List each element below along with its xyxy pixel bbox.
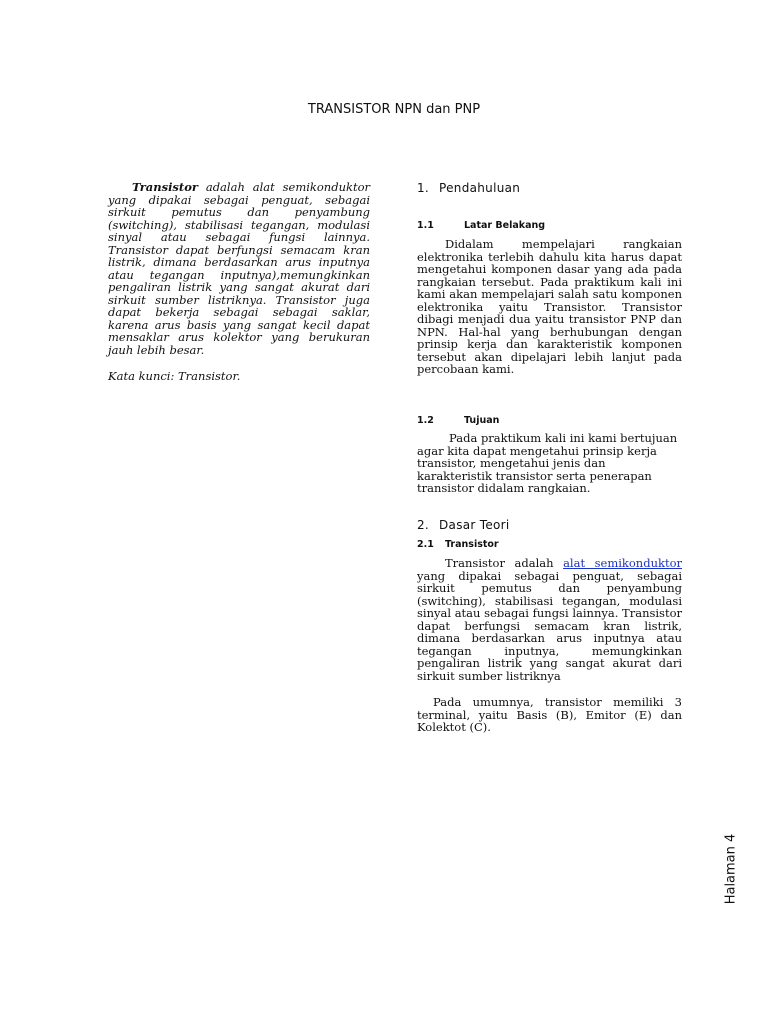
- paragraph-transistor: [417, 557, 682, 682]
- section-heading-dasar-teori: [417, 518, 510, 532]
- section-number: 2.: [417, 518, 430, 532]
- abstract-paragraph: [108, 181, 370, 356]
- paragraph-text: Pada umumnya, transistor memiliki 3 terminal, yaitu Basis (B), Emitor (E) dan Kolektot (C).: [417, 695, 682, 734]
- paragraph-text: Pada praktikum kali ini kami bertujuan agar kita dapat mengetahui prinsip kerja transistor, mengetahui jenis dan karakteristik transistor serta penerapan transistor didalam rangkaian.: [417, 431, 678, 495]
- paragraph-tujuan: [417, 432, 682, 495]
- subsection-number: 1.2: [417, 415, 434, 426]
- subsection-number: 2.1: [417, 539, 434, 550]
- paragraph-text: Didalam mempelajari rangkaian elektronika terlebih dahulu kita harus dapat mengetahui komponen dasar yang ada pada rangkaian tersebut. Pada praktikum kali ini kami akan mempelajari salah satu komponen elektronika yaitu Transistor. Transistor dibagi menjadi dua yaitu transistor PNP dan NPN. Hal-hal yang berhubungan dengan prinsip kerja dan karakteristik komponen tersebut akan dipelajari lebih lanjut pada percobaan kami.: [417, 237, 682, 376]
- abstract-lead: Transistor: [132, 180, 198, 194]
- section-number: 1.: [417, 181, 430, 195]
- subsection-title: Transistor: [445, 539, 499, 550]
- subsection-heading-transistor: [417, 539, 499, 550]
- page-number: [718, 830, 744, 908]
- document-title: TRANSISTOR NPN dan PNP: [307, 102, 481, 117]
- section-title: Dasar Teori: [439, 518, 510, 532]
- abstract-column: [108, 181, 370, 383]
- subsection-number: 1.1: [417, 220, 434, 231]
- subsection-heading-latar-belakang: [417, 220, 545, 231]
- section-heading-pendahuluan: [417, 181, 520, 195]
- section-title: Pendahuluan: [439, 181, 521, 195]
- paragraph-terminal: [417, 696, 682, 734]
- keywords: Kata kunci: Transistor.: [108, 369, 241, 383]
- subsection-heading-tujuan: [417, 415, 499, 426]
- paragraph-text: Transistor adalah: [445, 556, 564, 570]
- paragraph-latar-belakang: [417, 238, 682, 376]
- subsection-title: Latar Belakang: [464, 220, 546, 231]
- subsection-title: Tujuan: [464, 415, 500, 426]
- paragraph-text: yang dipakai sebagai penguat, sebagai sirkuit pemutus dan penyambung (switching), stabilisasi tegangan, modulasi sinyal atau sebagai fungsi lainnya. Transistor dapat berfungsi semacam kran listrik, dimana berdasarkan arus inputnya atau tegangan inputnya, memungkinkan pengaliran listrik yang sangat akurat dari sirkuit sumber listriknya: [417, 568, 682, 683]
- abstract-text: adalah alat semikonduktor yang dipakai sebagai penguat, sebagai sirkuit pemutus dan penyambung (switching), stabilisasi tegangan, modulasi sinyal atau sebagai fungsi lainnya. Transistor dapat berfungsi semacam kran listrik, dimana berdasarkan arus inputnya atau tegangan inputnya),memungkinkan pengaliran listrik yang sangat akurat dari sirkuit sumber listriknya. Transistor juga dapat bekerja sebagai sebagai saklar, karena arus basis yang sangat kecil dapat mensaklar arus kolektor yang berukuran jauh lebih besar.: [108, 180, 370, 357]
- link-alat-semikonduktor[interactable]: alat semikonduktor: [563, 556, 682, 570]
- page-number-label: Halaman 4: [723, 833, 739, 905]
